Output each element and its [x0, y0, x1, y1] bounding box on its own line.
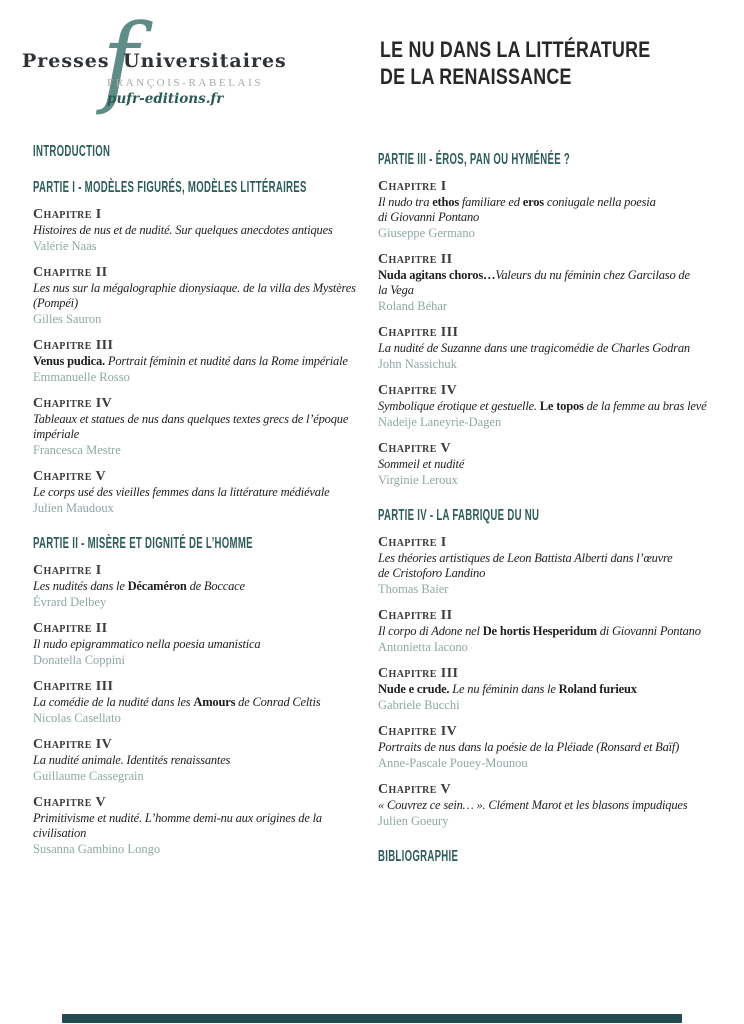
- chapter-author: Susanna Gambino Longo: [33, 842, 161, 856]
- chapter-title-segment: La nudité animale. Identités renaissantes: [33, 753, 231, 767]
- chapter-title-segment: impériale: [33, 427, 80, 441]
- chapter-title: [378, 268, 724, 298]
- chapter-title-segment: la Vega: [378, 283, 414, 297]
- chapter-number-label: Chapitre V: [33, 795, 107, 810]
- toc-chapter: [33, 736, 375, 784]
- chapter-title-segment: Portraits de nus dans la poésie de la Pléiade (Ronsard et Baïf): [378, 740, 680, 754]
- chapter-title-segment: Valeurs du nu féminin chez Garcilaso de: [495, 268, 690, 282]
- chapter-title-segment: di Giovanni Pontano: [378, 210, 480, 224]
- toc-chapter: [378, 665, 724, 713]
- chapter-author: Julien Goeury: [378, 814, 449, 828]
- chapter-title-segment: Les théories artistiques de Leon Battista Alberti dans l’œuvre: [378, 551, 673, 565]
- chapter-title: [378, 341, 724, 356]
- toc-chapter: [33, 794, 375, 857]
- chapter-title-segment: familiare ed: [458, 195, 523, 209]
- chapter-title-segment: Venus pudica.: [33, 354, 108, 368]
- chapter-title-segment: Il nudo epigrammatico nella poesia umanistica: [33, 637, 261, 651]
- chapter-author: Nicolas Casellato: [33, 711, 121, 725]
- chapter-author: John Nassichuk: [378, 357, 457, 371]
- chapter-title: [378, 740, 724, 755]
- chapter-title-segment: Le corps usé des vieilles femmes dans la littérature médiévale: [33, 485, 330, 499]
- page-title-line2: DE LA RENAISSANCE: [380, 64, 572, 89]
- chapter-number-label: Chapitre IV: [33, 737, 113, 752]
- chapter-title-segment: « Couvrez ce sein… ». Clément Marot et les blasons impudiques: [378, 798, 688, 812]
- chapter-number-label: Chapitre IV: [33, 396, 113, 411]
- chapter-title-segment: Primitivisme et nudité. L’homme demi-nu aux origines de la: [33, 811, 322, 825]
- chapter-title: [33, 281, 375, 311]
- chapter-title-segment: Décaméron: [127, 579, 187, 593]
- toc-chapter: [378, 324, 724, 372]
- chapter-title-segment: De hortis Hesperidum: [482, 624, 597, 638]
- chapter-title: [33, 485, 375, 500]
- chapter-number-label: Chapitre I: [33, 207, 102, 222]
- logo-imprint-text: FRANÇOIS-RABELAIS: [107, 77, 264, 89]
- chapter-title-segment: eros: [522, 195, 544, 209]
- logo-f-glyph-icon: f: [102, 4, 139, 118]
- chapter-title-segment: (Pompéi): [33, 296, 78, 310]
- part-heading: PARTIE I - MODÈLES FIGURÉS, MODÈLES LITTÉRAIRES: [33, 179, 307, 196]
- logo-universitaires-text: Universitaires: [123, 50, 287, 72]
- toc-chapter: [378, 251, 724, 314]
- part-heading: PARTIE III - ÉROS, PAN OU HYMÉNÉE ?: [378, 151, 571, 168]
- chapter-author: Nadeije Laneyrie-Dagen: [378, 415, 502, 429]
- chapter-number-label: Chapitre I: [378, 535, 447, 550]
- chapter-author: Francesca Mestre: [33, 443, 121, 457]
- chapter-author: Julien Maudoux: [33, 501, 114, 515]
- toc-column-right: [378, 152, 724, 875]
- chapter-title-segment: coniugale nella poesia: [543, 195, 656, 209]
- chapter-title-segment: Symbolique érotique et gestuelle.: [378, 399, 540, 413]
- toc-chapter: [33, 395, 375, 458]
- chapter-title-segment: Roland furieux: [558, 682, 637, 696]
- toc-chapter: [33, 678, 375, 726]
- chapter-title-segment: Le topos: [539, 399, 584, 413]
- chapter-title-segment: Nude e crude.: [378, 682, 453, 696]
- chapter-title-segment: Tableaux et statues de nus dans quelques textes grecs de l’époque: [33, 412, 349, 426]
- toc-chapter: [378, 781, 724, 829]
- chapter-title-segment: de la femme au bras levé: [583, 399, 707, 413]
- chapter-title-segment: Il nudo tra: [378, 195, 433, 209]
- toc-chapter: [378, 723, 724, 771]
- chapter-number-label: Chapitre II: [33, 265, 108, 280]
- chapter-title-segment: Portrait féminin et nudité dans la Rome impériale: [107, 354, 348, 368]
- chapter-author: Valérie Naas: [33, 239, 97, 253]
- chapter-number-label: Chapitre V: [378, 782, 452, 797]
- chapter-number-label: Chapitre III: [33, 679, 114, 694]
- chapter-author: Emmanuelle Rosso: [33, 370, 130, 384]
- chapter-title: [33, 579, 375, 594]
- chapter-author: Antonietta Iacono: [378, 640, 468, 654]
- chapter-number-label: Chapitre III: [378, 666, 459, 681]
- chapter-title: [378, 682, 724, 697]
- chapter-title: [378, 798, 724, 813]
- chapter-title-segment: Les nudités dans le: [33, 579, 128, 593]
- page-title-line1: LE NU DANS LA LITTÉRATURE: [380, 37, 651, 62]
- chapter-author: Gilles Sauron: [33, 312, 102, 326]
- section-heading: INTRODUCTION: [33, 143, 111, 160]
- chapter-title: [33, 637, 375, 652]
- toc-chapter: [378, 178, 724, 241]
- chapter-number-label: Chapitre III: [378, 325, 459, 340]
- chapter-title: [33, 223, 375, 238]
- chapter-title: [378, 551, 724, 581]
- publisher-logo: [22, 4, 332, 140]
- chapter-title: [378, 457, 724, 472]
- chapter-number-label: Chapitre II: [378, 608, 453, 623]
- toc-chapter: [33, 468, 375, 516]
- logo-website-text: pufr-editions.fr: [107, 91, 224, 107]
- chapter-title-segment: de Boccace: [186, 579, 245, 593]
- chapter-author: Anne-Pascale Pouey-Mounou: [378, 756, 528, 770]
- chapter-title-segment: di Giovanni Pontano: [596, 624, 701, 638]
- chapter-title-segment: de Cristoforo Landino: [378, 566, 486, 580]
- toc-chapter: [33, 337, 375, 385]
- chapter-author: Guillaume Cassegrain: [33, 769, 144, 783]
- chapter-title-segment: ethos: [432, 195, 459, 209]
- part-heading: PARTIE II - MISÈRE ET DIGNITÉ DE L’HOMME: [33, 535, 253, 552]
- toc-column-left: [33, 144, 375, 867]
- chapter-title-segment: Il corpo di Adone nel: [378, 624, 483, 638]
- chapter-title-segment: Amours: [193, 695, 236, 709]
- chapter-title-segment: Histoires de nus et de nudité. Sur quelques anecdotes antiques: [33, 223, 333, 237]
- chapter-title: [378, 195, 724, 225]
- chapter-number-label: Chapitre III: [33, 338, 114, 353]
- chapter-author: Thomas Baier: [378, 582, 449, 596]
- chapter-number-label: Chapitre II: [378, 252, 453, 267]
- chapter-title: [378, 399, 724, 414]
- chapter-title-segment: La comédie de la nudité dans les: [33, 695, 194, 709]
- section-heading: BIBLIOGRAPHIE: [378, 848, 459, 865]
- chapter-title-segment: Sommeil et nudité: [378, 457, 465, 471]
- chapter-author: Virginie Leroux: [378, 473, 458, 487]
- toc-chapter: [33, 206, 375, 254]
- chapter-title-segment: de Conrad Celtis: [235, 695, 321, 709]
- chapter-author: Gabriele Bucchi: [378, 698, 460, 712]
- toc-chapter: [378, 440, 724, 488]
- chapter-number-label: Chapitre IV: [378, 383, 458, 398]
- chapter-author: Roland Béhar: [378, 299, 448, 313]
- chapter-title: [33, 695, 375, 710]
- toc-chapter: [33, 264, 375, 327]
- chapter-number-label: Chapitre II: [33, 621, 108, 636]
- logo-presses-text: Presses: [22, 50, 110, 72]
- toc-chapter: [378, 382, 724, 430]
- chapter-number-label: Chapitre IV: [378, 724, 458, 739]
- chapter-title: [378, 624, 724, 639]
- chapter-author: Giuseppe Germano: [378, 226, 475, 240]
- chapter-number-label: Chapitre V: [378, 441, 452, 456]
- part-heading: PARTIE IV - LA FABRIQUE DU NU: [378, 507, 540, 524]
- chapter-number-label: Chapitre I: [378, 179, 447, 194]
- chapter-title: [33, 412, 375, 442]
- page-footer-bar: [62, 1014, 682, 1023]
- chapter-title: [33, 753, 375, 768]
- chapter-number-label: Chapitre I: [33, 563, 102, 578]
- chapter-title: [33, 811, 375, 841]
- toc-chapter: [33, 562, 375, 610]
- toc-chapter: [378, 534, 724, 597]
- chapter-title-segment: civilisation: [33, 826, 87, 840]
- chapter-author: Donatella Coppini: [33, 653, 125, 667]
- chapter-title-segment: Le nu féminin dans le: [452, 682, 559, 696]
- toc-chapter: [378, 607, 724, 655]
- chapter-title: [33, 354, 375, 369]
- chapter-author: Évrard Delbey: [33, 595, 107, 609]
- chapter-title-segment: Les nus sur la mégalographie dionysiaque. de la villa des Mystères: [33, 281, 356, 295]
- chapter-number-label: Chapitre V: [33, 469, 107, 484]
- chapter-title-segment: Nuda agitans choros…: [378, 268, 496, 282]
- chapter-title-segment: La nudité de Suzanne dans une tragicomédie de Charles Godran: [378, 341, 690, 355]
- toc-chapter: [33, 620, 375, 668]
- page-title: [380, 36, 672, 90]
